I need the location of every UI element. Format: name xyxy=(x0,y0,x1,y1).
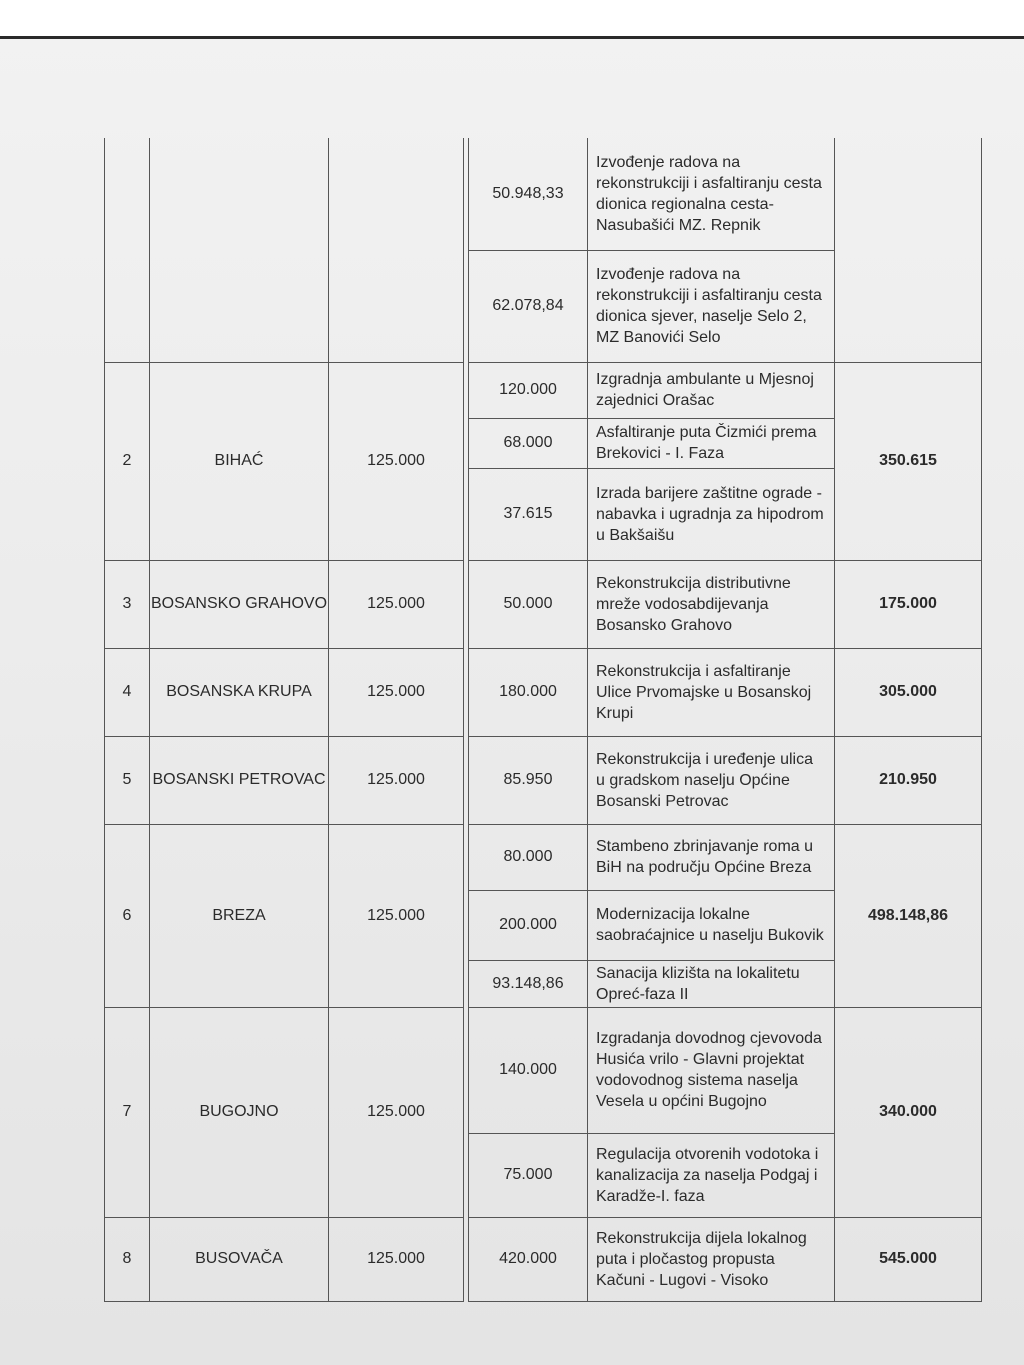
municipality-cell: BIHAĆ xyxy=(150,362,329,560)
total-amount-cell: 498.148,86 xyxy=(835,824,982,1007)
project-amount-cell: 37.615 xyxy=(469,468,588,560)
base-amount-cell: 125.000 xyxy=(329,1007,464,1217)
project-amount-cell: 180.000 xyxy=(469,648,588,736)
municipality-cell: BOSANSKO GRAHOVO xyxy=(150,560,329,648)
total-amount-cell: 305.000 xyxy=(835,648,982,736)
base-amount-cell: 125.000 xyxy=(329,824,464,1007)
project-description-cell: Izvođenje radova na rekonstrukciji i asfaltiranju cesta dionica sjever, naselje Selo 2, MZ Banovići Selo xyxy=(588,250,835,362)
total-amount-cell: 545.000 xyxy=(835,1217,982,1301)
row-number-cell: 7 xyxy=(105,1007,150,1217)
base-amount-cell: 125.000 xyxy=(329,1217,464,1301)
row-number-cell: 5 xyxy=(105,736,150,824)
project-description-cell: Sanacija klizišta na lokalitetu Opreć-faza II xyxy=(588,960,835,1007)
base-amount-cell: 125.000 xyxy=(329,560,464,648)
municipality-cell xyxy=(150,138,329,362)
table-body xyxy=(105,138,982,1301)
municipality-cell: BOSANSKA KRUPA xyxy=(150,648,329,736)
project-description-cell: Izvođenje radova na rekonstrukciji i asfaltiranju cesta dionica regionalna cesta-Nasubašići MZ. Repnik xyxy=(588,138,835,250)
base-amount-cell: 125.000 xyxy=(329,736,464,824)
project-description-cell: Izrada barijere zaštitne ograde - nabavka i ugradnja za hipodrom u Bakšaišu xyxy=(588,468,835,560)
project-description-cell: Rekonstrukcija i uređenje ulica u gradskom naselju Općine Bosanski Petrovac xyxy=(588,736,835,824)
table-row xyxy=(105,824,982,890)
screen-top-bar xyxy=(0,0,1024,39)
project-description-cell: Izgradanja dovodnog cjevovoda Husića vrilo - Glavni projektat vodovodnog sistema naselja Vesela u općini Bugojno xyxy=(588,1007,835,1133)
row-number-cell: 8 xyxy=(105,1217,150,1301)
project-amount-cell: 200.000 xyxy=(469,890,588,960)
row-number-cell: 3 xyxy=(105,560,150,648)
municipality-cell: BOSANSKI PETROVAC xyxy=(150,736,329,824)
project-amount-cell: 85.950 xyxy=(469,736,588,824)
municipality-cell: BUGOJNO xyxy=(150,1007,329,1217)
total-amount-cell xyxy=(835,138,982,362)
project-amount-cell: 62.078,84 xyxy=(469,250,588,362)
project-amount-cell: 140.000 xyxy=(469,1007,588,1133)
table-row xyxy=(105,1007,982,1133)
document-page xyxy=(104,138,982,1302)
total-amount-cell: 175.000 xyxy=(835,560,982,648)
row-number-cell: 6 xyxy=(105,824,150,1007)
project-amount-cell: 75.000 xyxy=(469,1133,588,1217)
row-number-cell: 2 xyxy=(105,362,150,560)
municipality-cell: BREZA xyxy=(150,824,329,1007)
table-row xyxy=(105,1217,982,1301)
project-description-cell: Rekonstrukcija distributivne mreže vodosabdijevanja Bosansko Grahovo xyxy=(588,560,835,648)
project-description-cell: Modernizacija lokalne saobraćajnice u naselju Bukovik xyxy=(588,890,835,960)
row-number-cell xyxy=(105,138,150,362)
allocation-table xyxy=(104,138,982,1302)
project-amount-cell: 80.000 xyxy=(469,824,588,890)
project-description-cell: Asfaltiranje puta Čizmići prema Brekovici - I. Faza xyxy=(588,418,835,468)
project-description-cell: Izgradnja ambulante u Mjesnoj zajednici Orašac xyxy=(588,362,835,418)
project-description-cell: Stambeno zbrinjavanje roma u BiH na području Općine Breza xyxy=(588,824,835,890)
row-number-cell: 4 xyxy=(105,648,150,736)
project-amount-cell: 93.148,86 xyxy=(469,960,588,1007)
base-amount-cell xyxy=(329,138,464,362)
table-row xyxy=(105,648,982,736)
project-amount-cell: 50.948,33 xyxy=(469,138,588,250)
total-amount-cell: 340.000 xyxy=(835,1007,982,1217)
base-amount-cell: 125.000 xyxy=(329,648,464,736)
base-amount-cell: 125.000 xyxy=(329,362,464,560)
project-description-cell: Rekonstrukcija dijela lokalnog puta i pločastog propusta Kačuni - Lugovi - Visoko xyxy=(588,1217,835,1301)
project-description-cell: Regulacija otvorenih vodotoka i kanalizacija za naselja Podgaj i Karadže-I. faza xyxy=(588,1133,835,1217)
total-amount-cell: 350.615 xyxy=(835,362,982,560)
project-amount-cell: 68.000 xyxy=(469,418,588,468)
project-description-cell: Rekonstrukcija i asfaltiranje Ulice Prvomajske u Bosanskoj Krupi xyxy=(588,648,835,736)
project-amount-cell: 120.000 xyxy=(469,362,588,418)
project-amount-cell: 420.000 xyxy=(469,1217,588,1301)
total-amount-cell: 210.950 xyxy=(835,736,982,824)
project-amount-cell: 50.000 xyxy=(469,560,588,648)
table-row xyxy=(105,560,982,648)
table-row xyxy=(105,362,982,418)
table-row xyxy=(105,138,982,250)
municipality-cell: BUSOVAČA xyxy=(150,1217,329,1301)
table-row xyxy=(105,736,982,824)
